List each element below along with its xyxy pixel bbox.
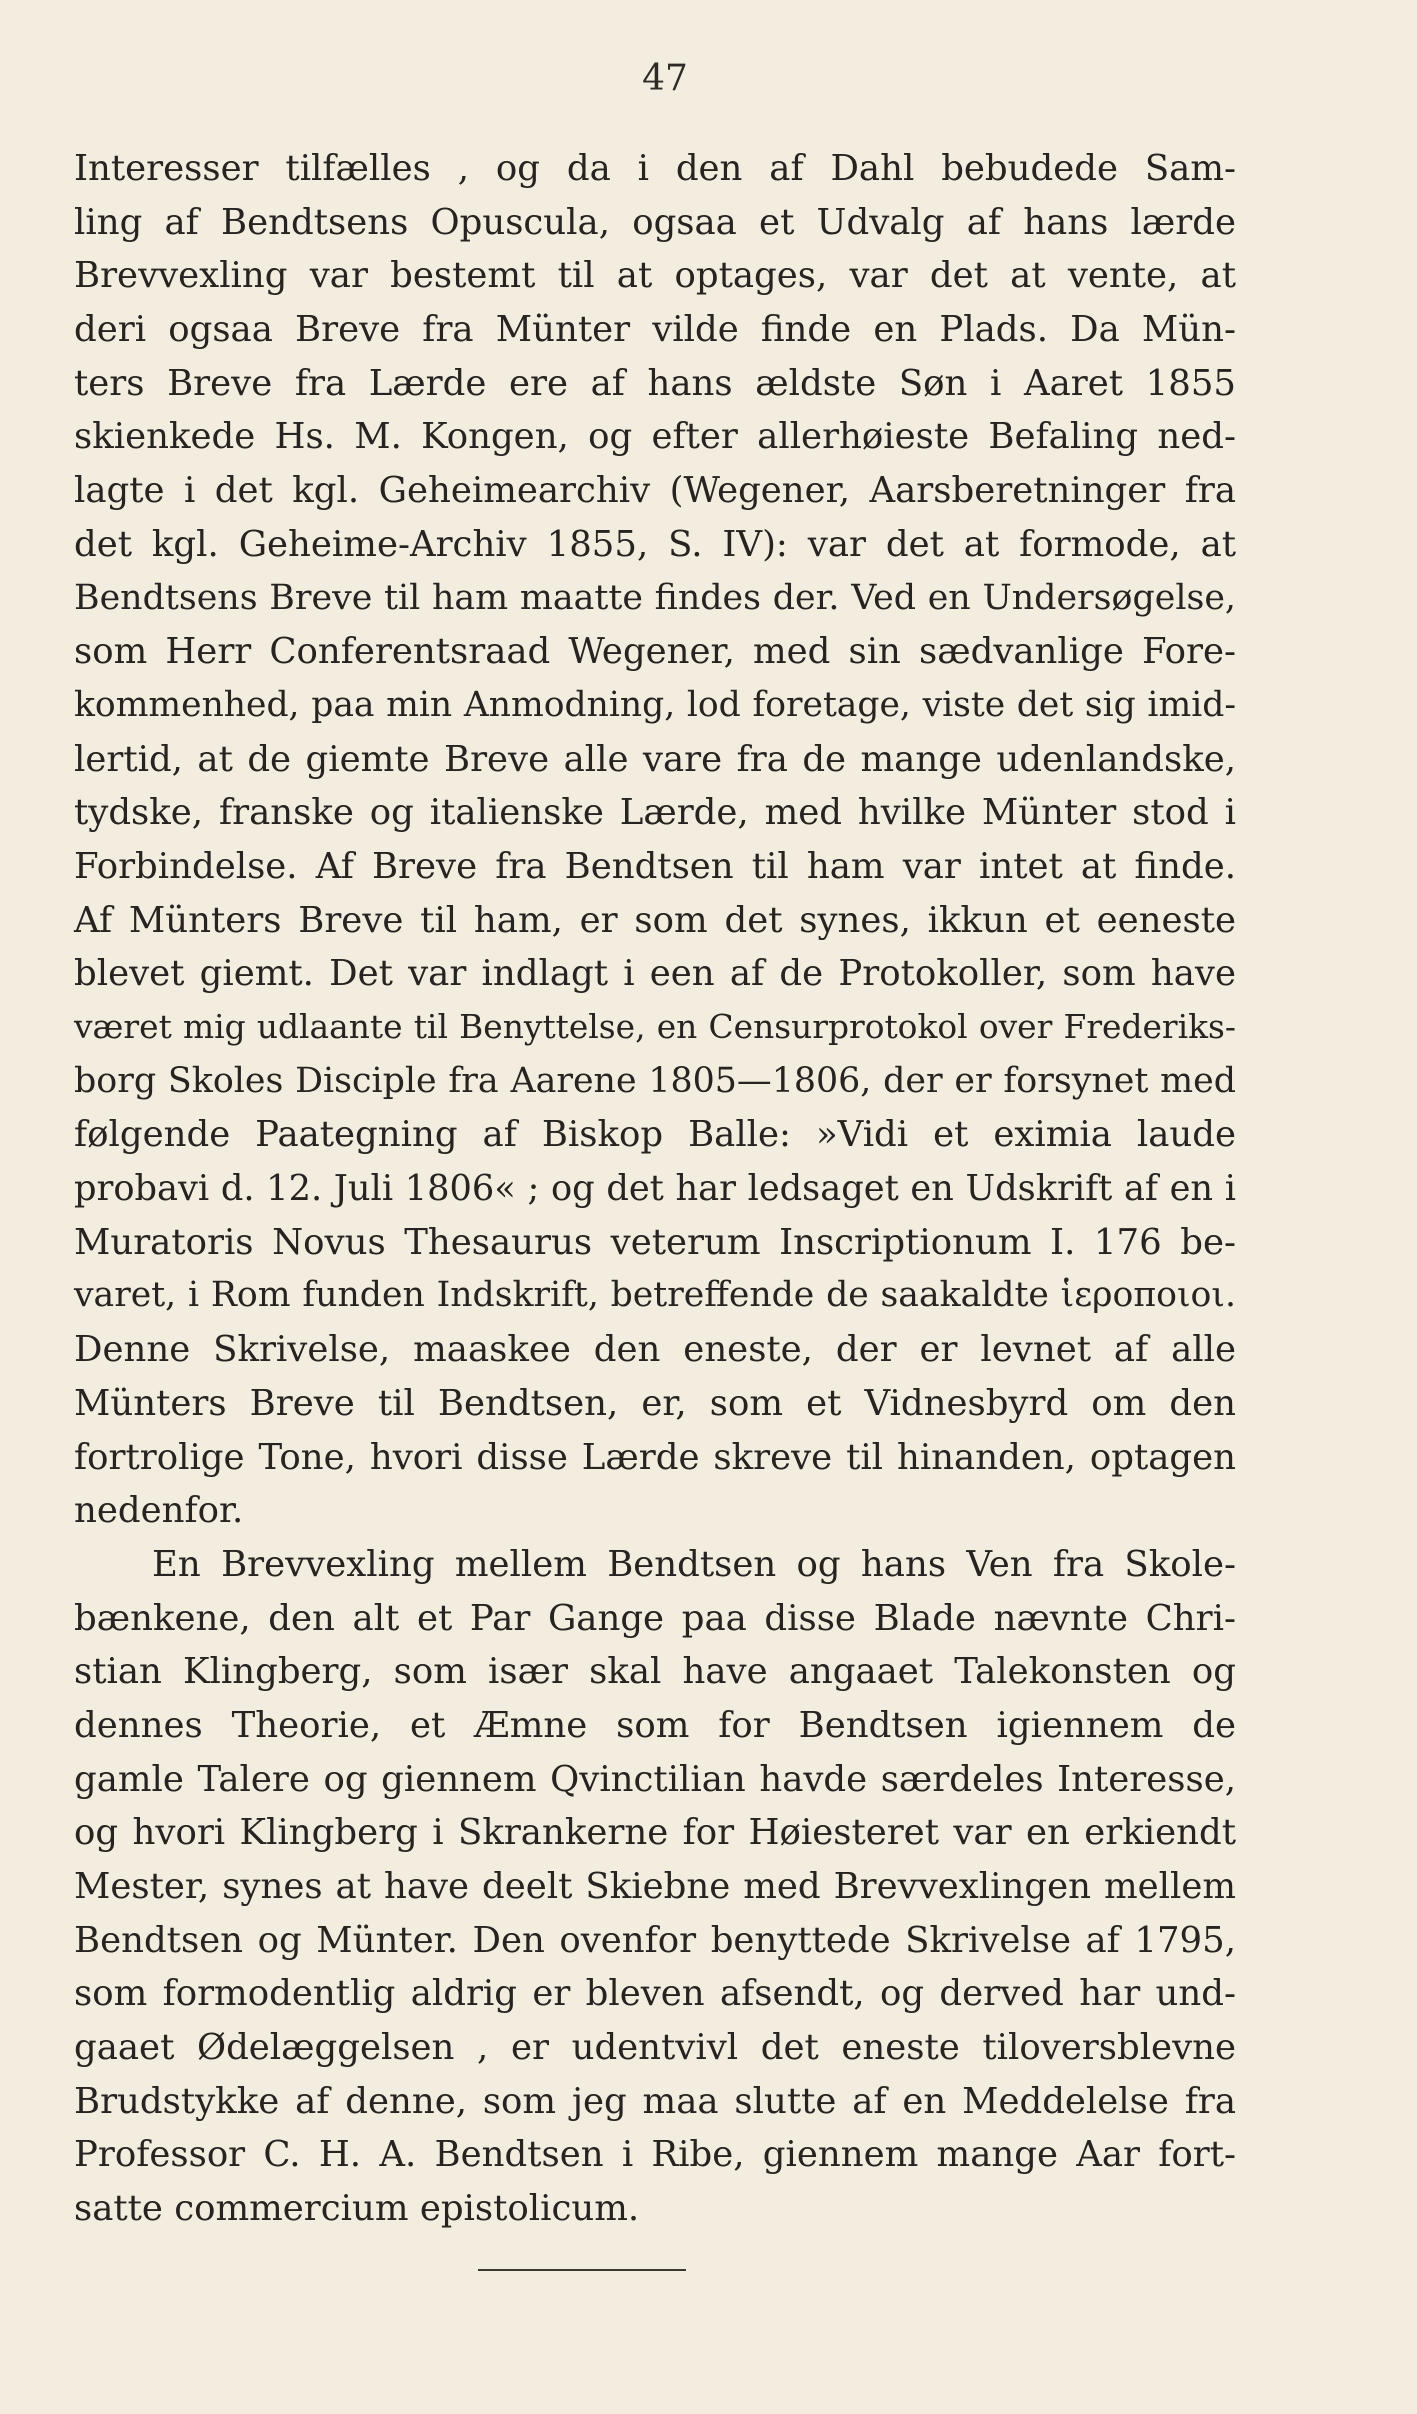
text-line: deri ogsaa Breve fra Münter vilde finde en Plads. Da Mün- (74, 309, 1236, 351)
text-line: Interesser tilfælles , og da i den af Dahl bebudede Sam- (74, 148, 1236, 189)
text-line: kommenhed, paa min Anmodning, lod foretage, viste det sig imid- (74, 684, 1236, 725)
text-line: Denne Skrivelse, maaskee den eneste, der er levnet af alle (74, 1329, 1236, 1371)
text-line: probavi d. 12. Juli 1806« ; og det har ledsaget en Udskrift af en i (74, 1168, 1236, 1210)
text-line: som Herr Conferentsraad Wegener, med sin sædvanlige Fore- (74, 631, 1236, 673)
text-line: som formodentlig aldrig er bleven afsendt, og derved har und- (74, 1973, 1236, 2015)
text-line: blevet giemt. Det var indlagt i een af de Protokoller, som have (74, 953, 1236, 995)
paragraph-1 (74, 142, 1236, 1538)
text-line: Bendtsen og Münter. Den ovenfor benyttede Skrivelse af 1795, (74, 1919, 1236, 1961)
text-line: gamle Talere og giennem Qvinctilian havde særdeles Interesse, (74, 1758, 1236, 1800)
text-line: nedenfor. (74, 1490, 244, 1532)
text-line: Muratoris Novus Thesaurus veterum Inscriptionum I. 176 be- (74, 1221, 1236, 1263)
text-line: været mig udlaante til Benyttelse, en Censurprotokol over Frederiks- (74, 1008, 1236, 1046)
text-line: lagte i det kgl. Geheimearchiv (Wegener, Aarsberetninger fra (74, 470, 1236, 512)
text-line: Af Münters Breve til ham, er som det synes, ikkun et eeneste (74, 899, 1236, 941)
page-number: 47 (642, 58, 688, 99)
text-line: følgende Paategning af Biskop Balle: »Vidi et eximia laude (74, 1114, 1236, 1156)
body-text (74, 142, 1236, 2236)
text-line: Bendtsens Breve til ham maatte findes der. Ved en Undersøgelse, (74, 577, 1236, 618)
text-line: tydske, franske og italienske Lærde, med hvilke Münter stod i (74, 792, 1236, 834)
text-line: satte commercium epistolicum. (74, 2188, 640, 2230)
text-line: fortrolige Tone, hvori disse Lærde skreve til hinanden, optagen (74, 1436, 1236, 1478)
text-line: ters Breve fra Lærde ere af hans ældste Søn i Aaret 1855 (74, 362, 1236, 404)
text-line: bænkene, den alt et Par Gange paa disse Blade nævnte Chri- (74, 1597, 1236, 1639)
text-line: borg Skoles Disciple fra Aarene 1805—1806, der er forsynet med (74, 1060, 1236, 1101)
text-line: varet, i Rom funden Indskrift, betreffende de saakaldte ἱεροποιοι. (74, 1275, 1236, 1316)
end-separator-rule (478, 2269, 686, 2271)
text-line: dennes Theorie, et Æmne som for Bendtsen igiennem de (74, 1704, 1236, 1746)
text-line: det kgl. Geheime-Archiv 1855, S. IV): var det at formode, at (74, 523, 1236, 565)
text-line: Brudstykke af denne, som jeg maa slutte af en Meddelelse fra (74, 2080, 1236, 2122)
text-line: stian Klingberg, som især skal have angaaet Talekonsten og (74, 1651, 1236, 1693)
text-line: ling af Bendtsens Opuscula, ogsaa et Udvalg af hans lærde (74, 201, 1236, 243)
text-line: og hvori Klingberg i Skrankerne for Høiesteret var en erkiendt (74, 1812, 1236, 1854)
text-line: Mester, synes at have deelt Skiebne med Brevvexlingen mellem (74, 1866, 1236, 1907)
text-line: skienkede Hs. M. Kongen, og efter allerhøieste Befaling ned- (74, 416, 1236, 458)
paragraph-2 (74, 1538, 1236, 2236)
text-line: Brevvexling var bestemt til at optages, var det at vente, at (74, 255, 1236, 297)
text-line: gaaet Ødelæggelsen , er udentvivl det eneste tiloversblevne (74, 2027, 1236, 2069)
text-line: Münters Breve til Bendtsen, er, som et Vidnesbyrd om den (74, 1382, 1236, 1424)
text-line: lertid, at de giemte Breve alle vare fra de mange udenlandske, (74, 738, 1236, 780)
text-line: Forbindelse. Af Breve fra Bendtsen til ham var intet at finde. (74, 845, 1236, 887)
text-line: Professor C. H. A. Bendtsen i Ribe, giennem mange Aar fort- (74, 2134, 1236, 2176)
text-line: En Brevvexling mellem Bendtsen og hans Ven fra Skole- (152, 1543, 1236, 1585)
